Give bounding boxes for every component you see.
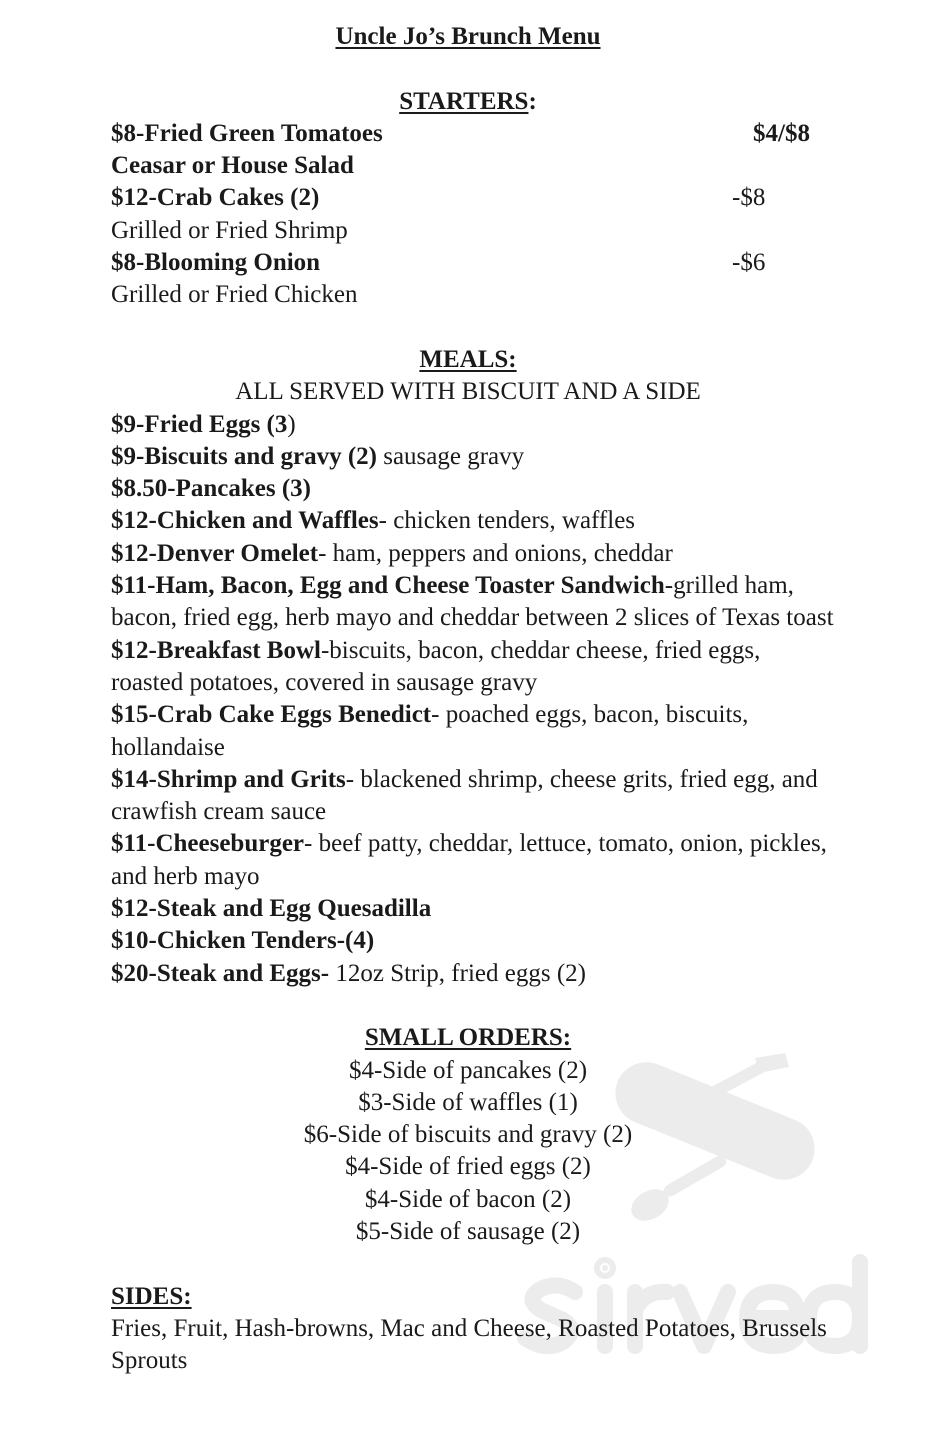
meal-description: -grilled ham, bacon, fried egg, herb mayo and cheddar between 2 slices of Texas toast xyxy=(111,572,834,632)
meal-item xyxy=(111,828,836,893)
small-order-item: $3-Side of waffles (1) xyxy=(358,1088,578,1116)
meal-name: $9-Biscuits and gravy (2) xyxy=(111,442,377,470)
meal-name: $12-Steak and Egg Quesadilla xyxy=(111,895,432,923)
meal-name: $11-Cheeseburger xyxy=(111,830,305,858)
meal-item xyxy=(111,958,836,990)
meal-description: 12oz Strip, fried eggs (2) xyxy=(329,959,586,987)
starters-list xyxy=(111,118,851,312)
starter-price: -$6 xyxy=(732,249,766,277)
starter-name: $8-Fried Green Tomatoes xyxy=(111,119,383,147)
starter-name: $12-Crab Cakes (2) xyxy=(111,184,320,212)
meal-name: $8.50-Pancakes (3) xyxy=(111,475,311,503)
menu-title: Uncle Jo’s Brunch Menu xyxy=(335,23,601,50)
small-order-item: $4-Side of fried eggs (2) xyxy=(345,1153,591,1181)
meal-item xyxy=(111,441,836,473)
starter-name: $8-Blooming Onion xyxy=(111,249,321,277)
meal-item xyxy=(111,925,836,957)
meal-name: $10-Chicken Tenders-(4) xyxy=(111,927,375,955)
starter-item xyxy=(111,247,851,279)
small-order-item: $6-Side of biscuits and gravy (2) xyxy=(303,1121,633,1149)
meals-subtitle: ALL SERVED WITH BISCUIT AND A SIDE xyxy=(235,378,701,406)
starter-item xyxy=(111,215,851,247)
meal-description: sausage gravy xyxy=(376,442,525,470)
starter-price: $4/$8 xyxy=(753,119,810,147)
meal-name: $20-Steak and Eggs- xyxy=(111,959,330,987)
meal-description: - ham, peppers and onions, cheddar xyxy=(318,539,673,567)
menu-document xyxy=(111,21,851,1377)
meal-name: $14-Shrimp and Grits xyxy=(111,765,346,793)
meal-item xyxy=(111,893,836,925)
meal-name: $15-Crab Cake Eggs Benedict xyxy=(111,701,432,729)
starters-heading-text: STARTERS xyxy=(399,87,529,115)
meal-item xyxy=(111,538,836,570)
meal-description: ) xyxy=(287,410,296,438)
meal-item xyxy=(111,635,836,700)
meal-description: -biscuits, bacon, cheddar cheese, fried eggs, roasted potatoes, covered in sausage gravy xyxy=(111,636,761,696)
small-orders-heading: SMALL ORDERS: xyxy=(364,1024,572,1052)
small-order-item: $4-Side of pancakes (2) xyxy=(348,1056,588,1084)
meal-item xyxy=(111,409,836,441)
meal-description: - poached eggs, bacon, biscuits, hollandaise xyxy=(111,701,749,761)
starter-name: Grilled or Fried Shrimp xyxy=(111,216,348,244)
small-order-item: $5-Side of sausage (2) xyxy=(355,1217,581,1245)
meals-list xyxy=(111,409,851,990)
starters-heading-colon: : xyxy=(528,87,537,115)
small-order-item: $4-Side of bacon (2) xyxy=(364,1185,572,1213)
sides-heading xyxy=(111,1281,851,1313)
starter-item xyxy=(111,279,851,311)
meal-item xyxy=(111,764,836,829)
meal-description: - blackened shrimp, cheese grits, fried egg, and crawfish cream sauce xyxy=(111,765,818,826)
starters-heading xyxy=(0,86,936,118)
meal-name: $9-Fried Eggs (3 xyxy=(111,410,288,438)
starter-name: Grilled or Fried Chicken xyxy=(111,281,358,309)
meal-item xyxy=(111,699,836,764)
meal-item xyxy=(111,505,836,537)
small-orders-list xyxy=(111,1055,851,1249)
starter-item xyxy=(111,150,851,182)
meal-name: $12-Denver Omelet xyxy=(111,539,319,567)
meal-description: - beef patty, cheddar, lettuce, tomato, onion, pickles, and herb mayo xyxy=(111,830,827,890)
meal-description: - chicken tenders, waffles xyxy=(378,507,636,535)
starter-price: -$8 xyxy=(732,184,766,212)
sides-text: Fries, Fruit, Hash-browns, Mac and Cheese, Roasted Potatoes, Brussels Sprouts xyxy=(111,1314,827,1375)
meal-name: $11-Ham, Bacon, Egg and Cheese Toaster Sandwich xyxy=(111,572,665,600)
starter-item xyxy=(111,118,851,150)
starter-item xyxy=(111,182,851,214)
meals-heading: MEALS: xyxy=(419,345,517,373)
sides-heading-text: SIDES: xyxy=(111,1282,192,1310)
meal-name: $12-Breakfast Bowl xyxy=(111,636,321,664)
meal-name: $12-Chicken and Waffles xyxy=(111,507,379,535)
meal-item xyxy=(111,473,836,505)
meal-item xyxy=(111,570,836,635)
starter-name: Ceasar or House Salad xyxy=(111,152,354,180)
